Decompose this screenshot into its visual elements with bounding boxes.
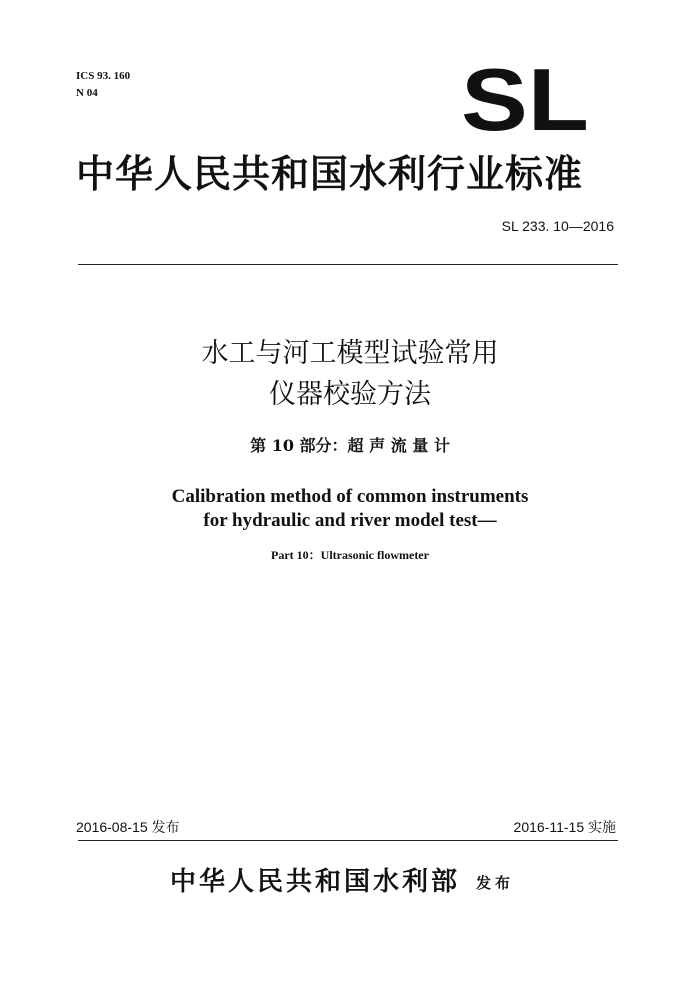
publish-date: 2016-08-15 发布: [76, 819, 180, 835]
document-subtitle-cn: 第 10 部分：超 声 流 量 计: [250, 436, 450, 455]
top-divider: [78, 264, 618, 265]
document-title-en-line1: Calibration method of common instruments: [171, 486, 529, 507]
sl-logo: [460, 64, 590, 136]
standard-number: SL 233. 10—2016: [501, 218, 614, 234]
document-title-cn-line1: 水工与河工模型试验常用: [201, 338, 499, 369]
issuing-authority: 中华人民共和国水利部: [170, 867, 461, 897]
bottom-divider: [78, 840, 618, 841]
ics-code: ICS 93. 160: [76, 70, 131, 82]
document-title-cn-line2: 仪器校验方法: [269, 379, 431, 410]
ccs-code: N 04: [76, 87, 98, 99]
document-title-en-line2: for hydraulic and river model test—: [203, 510, 497, 531]
logo-text: SL: [461, 64, 589, 136]
issued-label: 发布: [476, 874, 515, 892]
effective-date: 2016-11-15 实施: [513, 819, 616, 835]
standard-category-title: 中华人民共和国水利行业标准: [76, 151, 584, 196]
document-subtitle-en: Part 10：Ultrasonic flowmeter: [271, 548, 429, 562]
